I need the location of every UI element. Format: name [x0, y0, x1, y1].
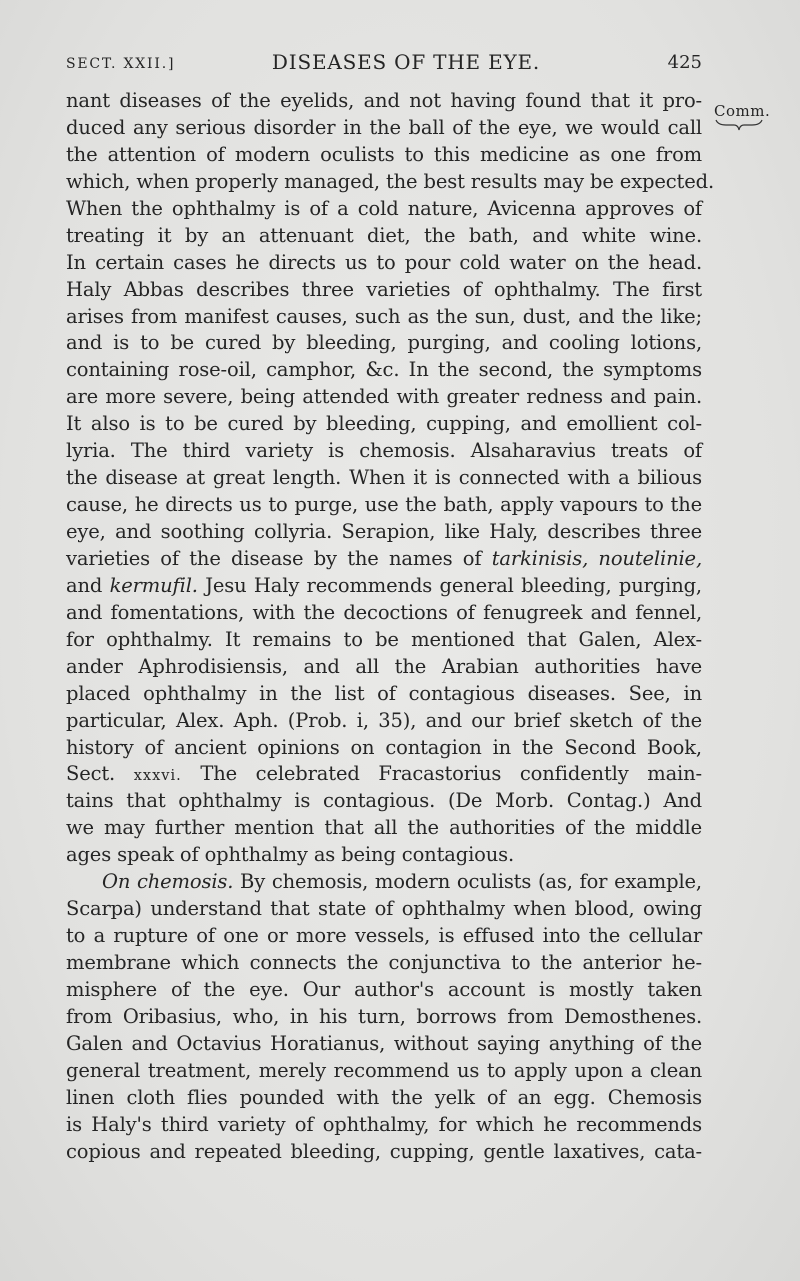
text-line: nant diseases of the eyelids, and not having found that it pro- [66, 89, 702, 112]
text-line: to a rupture of one or more vessels, is effused into the cellular [66, 924, 702, 948]
page-number: 425 [667, 52, 702, 73]
italic-term: tarkinisis, noutelinie, [491, 546, 702, 570]
text-line: eye, and soothing collyria. Serapion, like Haly, describes three [66, 520, 702, 543]
text-line: particular, Alex. Aph. (Prob. i, 35), and our brief sketch of the [66, 708, 702, 732]
text-line: is Haly's third variety of ophthalmy, for which he recommends [66, 1112, 702, 1136]
text-line: It also is to be cured by bleeding, cupping, and emollient col- [66, 412, 702, 436]
text-segment: and [66, 573, 110, 597]
italic-term: kermufil. [109, 573, 198, 597]
text-line: for ophthalmy. It remains to be mentioned that Galen, Alex- [66, 627, 702, 651]
text-line: duced any serious disorder in the ball of the eye, we would call [66, 115, 702, 139]
margin-brace-icon [714, 118, 764, 132]
text-line: treating it by an attenuant diet, the bath, and white wine. [66, 223, 702, 247]
text-line: containing rose-oil, camphor, &c. In the second, the symptoms [66, 358, 702, 382]
text-line-mixed [66, 546, 702, 573]
text-line: Haly Abbas describes three varieties of ophthalmy. The first [66, 277, 702, 301]
text-line: and fomentations, with the decoctions of fenugreek and fennel, [66, 600, 702, 624]
text-line: lyria. The third variety is chemosis. Alsaharavius treats of [66, 439, 702, 463]
text-line: the attention of modern oculists to this medicine as one from [66, 142, 702, 166]
text-line: arises from manifest causes, such as the sun, dust, and the like; [66, 304, 702, 328]
text-line: Galen and Octavius Horatianus, without saying anything of the [66, 1031, 702, 1055]
text-line-mixed [66, 761, 702, 788]
text-line: ages speak of ophthalmy as being contagious. [66, 843, 515, 867]
text-line: copious and repeated bleeding, cupping, gentle laxatives, cata- [66, 1139, 702, 1163]
text-segment: Sect. [66, 762, 134, 786]
text-segment: The celebrated Fracastorius confidently main- [181, 762, 702, 786]
text-line: In certain cases he directs us to pour cold water on the head. [66, 250, 702, 274]
paragraph-start-line [66, 869, 702, 896]
text-line: which, when properly managed, the best results may be expected. [66, 169, 714, 193]
text-line: When the ophthalmy is of a cold nature, Avicenna approves of [66, 196, 702, 220]
text-line: are more severe, being attended with greater redness and pain. [66, 385, 702, 409]
text-line: misphere of the eye. Our author's account is mostly taken [66, 977, 702, 1001]
text-line: placed ophthalmy in the list of contagious diseases. See, in [66, 681, 702, 705]
text-segment: By chemosis, modern oculists (as, for example, [233, 870, 702, 894]
small-caps-numeral: xxxvi. [133, 768, 182, 785]
page-title: DISEASES OF THE EYE. [271, 50, 541, 74]
text-line: from Oribasius, who, in his turn, borrows from Demosthenes. [66, 1004, 702, 1028]
text-line: cause, he directs us to purge, use the bath, apply vapours to the [66, 493, 702, 517]
italic-heading: On chemosis. [102, 870, 234, 894]
body-text [66, 88, 714, 1166]
text-segment: Jesu Haly recommends general bleeding, purging, [197, 573, 702, 597]
margin-note-commentary: Comm. [714, 102, 771, 120]
section-reference: SECT. XXII.] [66, 56, 176, 72]
text-line: we may further mention that all the authorities of the middle [66, 816, 702, 840]
text-segment: varieties of the disease by the names of [66, 546, 492, 570]
text-line-mixed [66, 573, 702, 600]
text-line: Scarpa) understand that state of ophthalmy when blood, owing [66, 897, 702, 921]
text-line: tains that ophthalmy is contagious. (De Morb. Contag.) And [66, 789, 702, 813]
text-line: linen cloth flies pounded with the yelk of an egg. Chemosis [66, 1085, 702, 1109]
text-line: history of ancient opinions on contagion in the Second Book, [66, 735, 702, 759]
text-line: general treatment, merely recommend us to apply upon a clean [66, 1058, 702, 1082]
text-line: ander Aphrodisiensis, and all the Arabian authorities have [66, 654, 702, 678]
text-line: and is to be cured by bleeding, purging, and cooling lotions, [66, 331, 702, 355]
text-line: membrane which connects the conjunctiva to the anterior he- [66, 951, 702, 974]
text-line: the disease at great length. When it is connected with a bilious [66, 466, 702, 490]
running-header [66, 48, 702, 78]
